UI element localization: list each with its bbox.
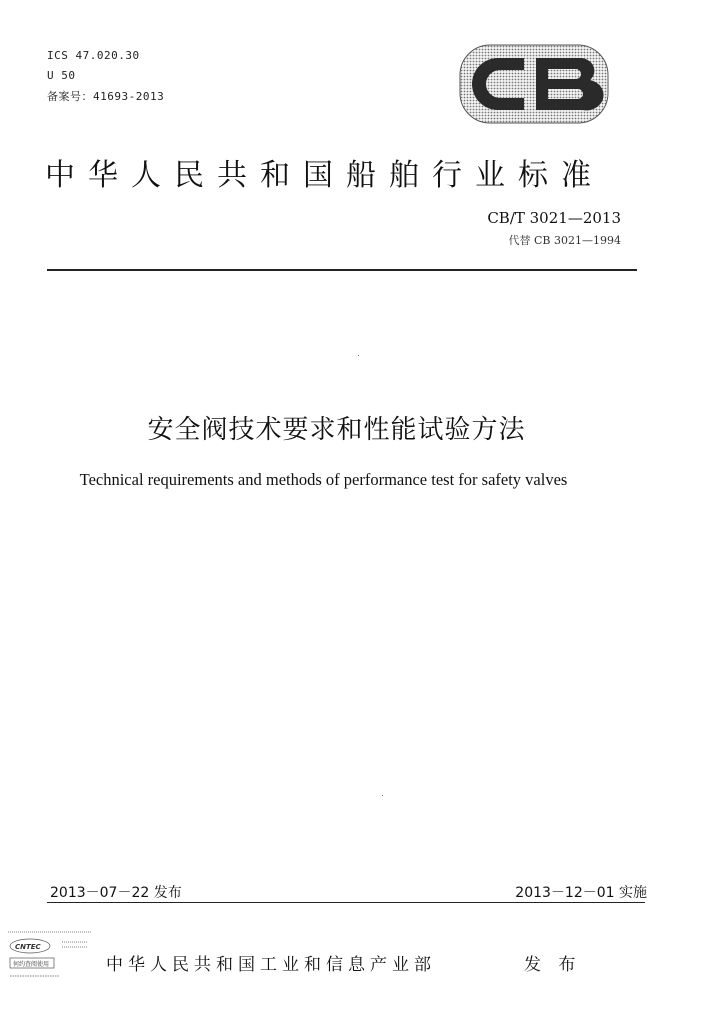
publisher-name: 中华人民共和国工业和信息产业部 (106, 955, 436, 975)
scan-speck (358, 355, 359, 356)
standard-number: CB/T 3021—2013 (487, 209, 621, 227)
cb-logo (454, 42, 616, 128)
footer-divider (47, 902, 645, 903)
issue-date: 2013－07－22 发布 (50, 885, 182, 901)
u-code: U 50 (47, 69, 76, 82)
svg-text:CNTEC: CNTEC (15, 943, 41, 951)
distribution-stamp-image (4, 928, 96, 982)
svg-text:何约查阅使用: 何约查阅使用 (13, 961, 50, 968)
replaces-standard: 代替 CB 3021—1994 (508, 234, 621, 247)
publish-label: 发 布 (524, 955, 582, 975)
scan-speck (382, 795, 383, 796)
title-chinese: 安全阀技术要求和性能试验方法 (147, 415, 526, 445)
header-divider (47, 269, 637, 271)
standard-category: 中华人民共和国船舶行业标准 (45, 158, 604, 193)
ics-code: ICS 47.020.30 (47, 49, 140, 62)
implementation-date: 2013－12－01 实施 (515, 885, 647, 901)
title-english: Technical requirements and methods of performance test for safety valves (79, 470, 568, 489)
record-number: 备案号：41693-2013 (47, 90, 165, 103)
